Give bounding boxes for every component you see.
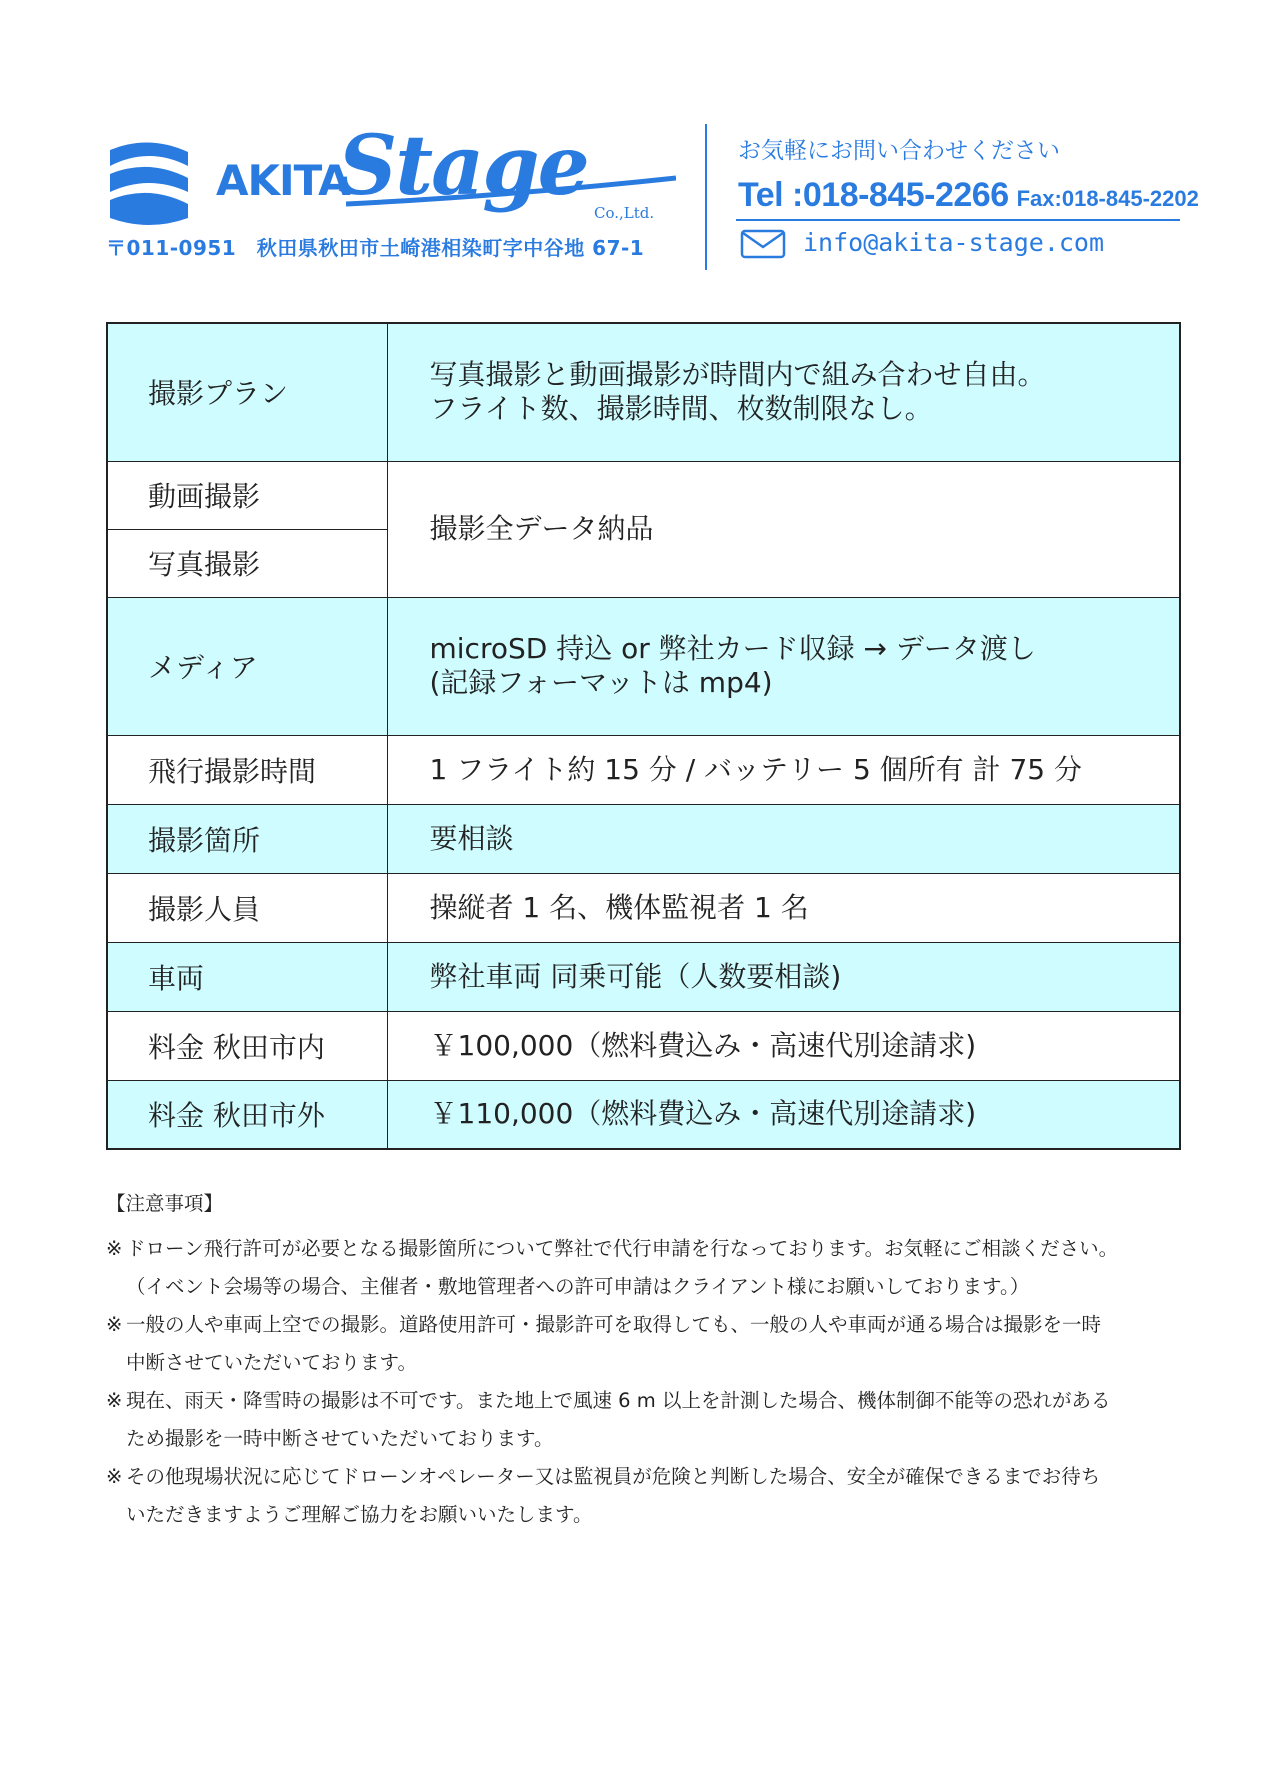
note-item <box>106 1382 1196 1458</box>
value-line: 弊社車両 同乗可能（人数要相談) <box>429 959 842 993</box>
table-row <box>107 1011 1180 1080</box>
value-line: 撮影全データ納品 <box>429 512 654 545</box>
note-line: 中断させていただいております。 <box>126 1351 417 1374</box>
row-value <box>387 942 1180 1011</box>
value-line: ￥100,000（燃料費込み・高速代別途請求) <box>429 1028 977 1062</box>
value-line: (記録フォーマットは mp4) <box>429 666 773 699</box>
contact-divider <box>736 219 1180 221</box>
note-line: 現在、雨天・降雪時の撮影は不可です。また地上で風速 6 m 以上を計測した場合、機体制御不能等の恐れがある <box>126 1389 1111 1412</box>
note-item <box>106 1230 1196 1306</box>
table-row <box>107 873 1180 942</box>
row-value <box>387 1080 1180 1149</box>
note-line: その他現場状況に応じてドローンオペレーター又は監視員が危険と判断した場合、安全が確保できるまでお待ち <box>126 1465 1101 1488</box>
value-line: 要相談 <box>429 821 514 855</box>
note-mark: ※ <box>106 1237 123 1260</box>
table-row <box>107 461 1180 529</box>
note-line: 一般の人や車両上空での撮影。道路使用許可・撮影許可を取得しても、一般の人や車両が通る場合は撮影を一時 <box>126 1313 1102 1336</box>
note-item <box>106 1458 1196 1534</box>
phone-line <box>738 176 1199 215</box>
row-value <box>387 804 1180 873</box>
notes-title: 【注意事項】 <box>106 1192 224 1215</box>
logo-company-suffix: Co.,Ltd. <box>594 204 655 222</box>
row-value <box>387 323 1180 461</box>
note-line: （イベント会場等の場合、主催者・敷地管理者への許可申請はクライアント様にお願いしております。） <box>126 1275 1030 1298</box>
logo-brand-text: AKITA <box>216 156 350 205</box>
row-label: 撮影プラン <box>107 323 387 461</box>
table-row <box>107 804 1180 873</box>
table-row <box>107 1080 1180 1149</box>
row-label: 料金 秋田市外 <box>107 1080 387 1149</box>
fax-number: Fax:018-845-2202 <box>1016 186 1199 211</box>
row-value <box>387 597 1180 735</box>
value-line: ￥110,000（燃料費込み・高速代別途請求) <box>429 1097 977 1131</box>
company-logo <box>106 118 676 238</box>
logo-mark-icon <box>106 140 192 230</box>
value-line: 1 フライト約 15 分 / バッテリー 5 個所有 計 75 分 <box>429 752 1082 786</box>
logo-stage-text: Stage <box>338 118 588 214</box>
row-label: 料金 秋田市内 <box>107 1011 387 1080</box>
row-value <box>387 735 1180 804</box>
phone-number[interactable]: Tel :018-845-2266 <box>738 176 1009 214</box>
row-label: 飛行撮影時間 <box>107 735 387 804</box>
email-link[interactable]: info@akita-stage.com <box>803 228 1105 257</box>
row-label: 撮影人員 <box>107 873 387 942</box>
row-value <box>387 461 1180 597</box>
company-address: 〒011-0951 秋田県秋田市土崎港相染町字中谷地 67-1 <box>106 236 645 260</box>
value-line: microSD 持込 or 弊社カード収録 → データ渡し <box>429 632 1036 665</box>
note-line: ドローン飛行許可が必要となる撮影箇所について弊社で代行申請を行なっております。お気軽にご相談ください。 <box>126 1237 1119 1260</box>
row-value <box>387 873 1180 942</box>
table-row <box>107 942 1180 1011</box>
value-line: フライト数、撮影時間、枚数制限なし。 <box>429 392 933 426</box>
header-divider <box>705 124 707 270</box>
row-label: 撮影箇所 <box>107 804 387 873</box>
notes-section <box>106 1188 1196 1534</box>
note-item <box>106 1306 1196 1382</box>
note-mark: ※ <box>106 1313 123 1336</box>
row-label: 車両 <box>107 942 387 1011</box>
row-label: メディア <box>107 597 387 735</box>
contact-heading: お気軽にお問い合わせください <box>738 138 1060 164</box>
letterhead <box>0 0 1276 300</box>
note-line: ため撮影を一時中断させていただいております。 <box>126 1427 554 1450</box>
row-label: 動画撮影 <box>107 461 387 529</box>
note-line: いただきますようご理解ご協力をお願いいたします。 <box>126 1503 593 1526</box>
note-mark: ※ <box>106 1465 123 1488</box>
table-row <box>107 323 1180 461</box>
value-line: 写真撮影と動画撮影が時間内で組み合わせ自由。 <box>429 358 1046 392</box>
note-mark: ※ <box>106 1389 123 1412</box>
table-row <box>107 597 1180 735</box>
value-line: 操縦者 1 名、機体監視者 1 名 <box>429 890 809 924</box>
service-spec-table <box>106 322 1181 1150</box>
table-row <box>107 735 1180 804</box>
row-value <box>387 1011 1180 1080</box>
mail-icon <box>740 229 786 259</box>
row-label: 写真撮影 <box>107 529 387 597</box>
